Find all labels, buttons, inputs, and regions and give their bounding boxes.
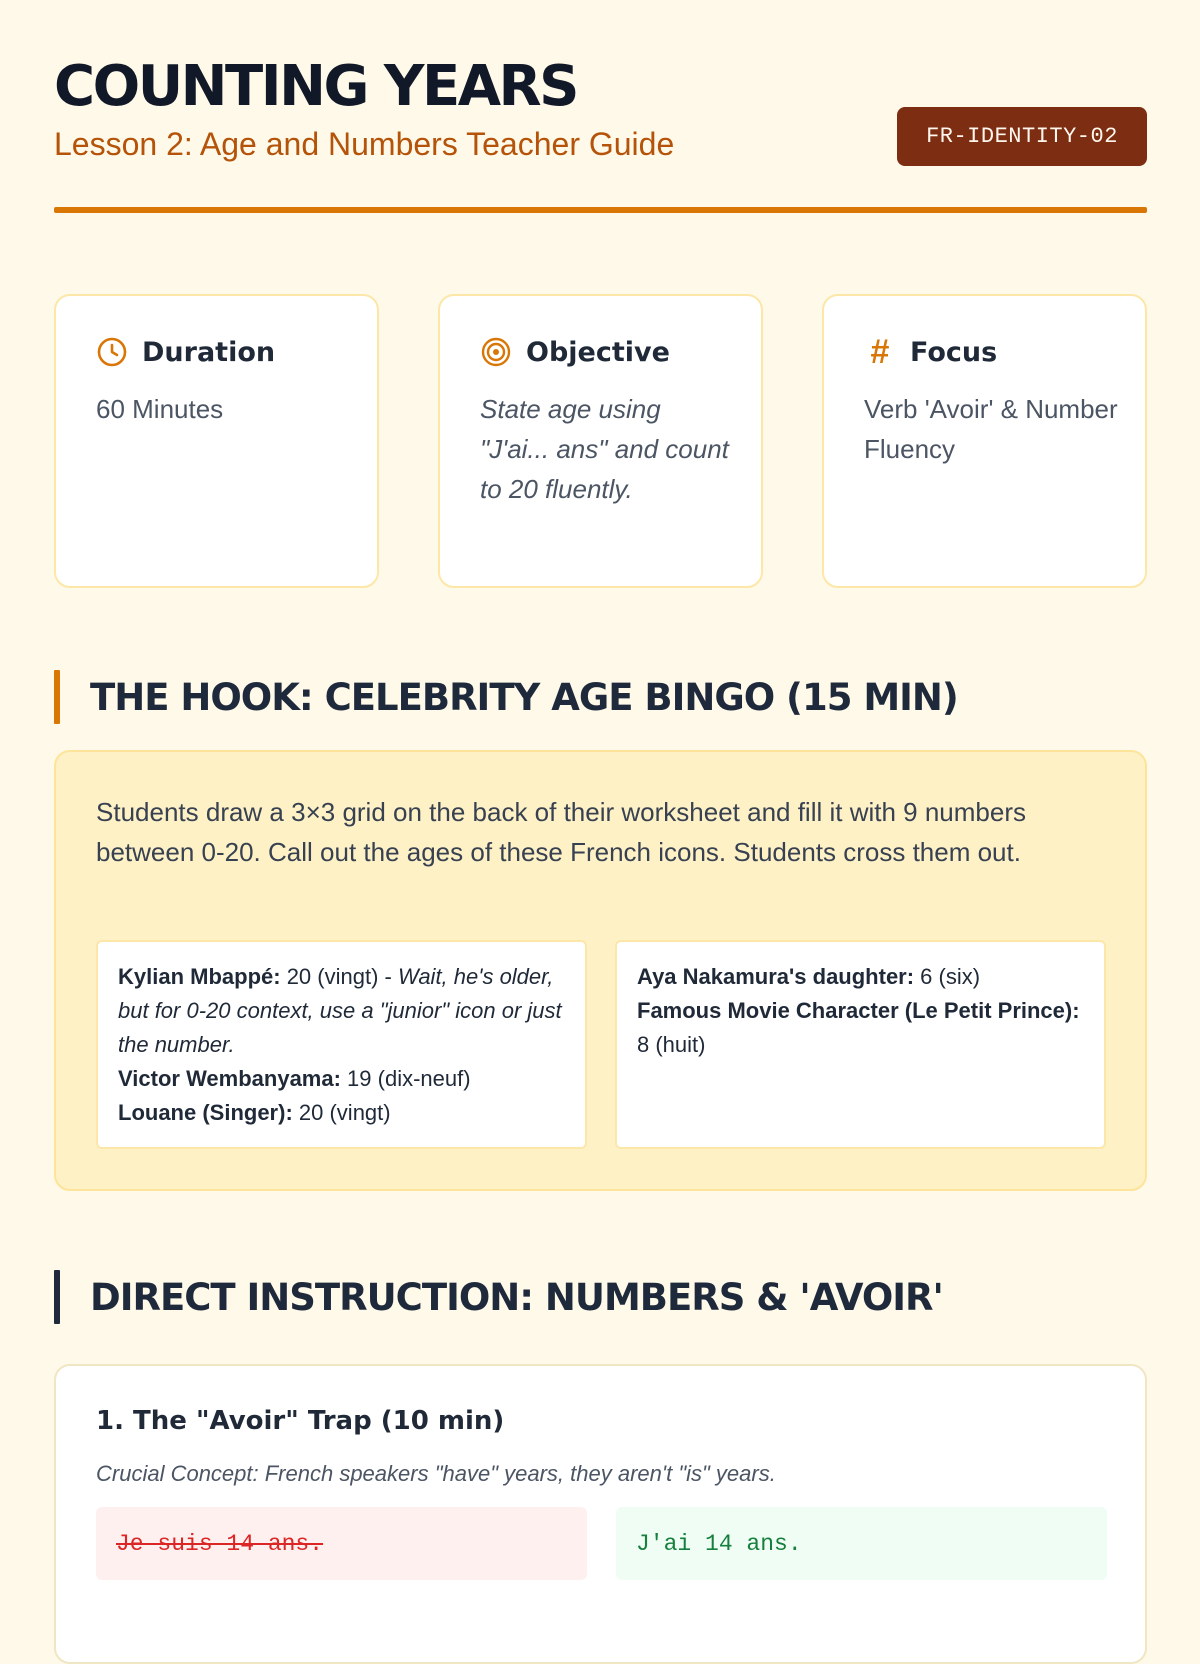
celebrity-age: 19 (dix-neuf) [340, 1066, 471, 1091]
clock-icon [96, 336, 128, 368]
step-note: Crucial Concept: French speakers "have" years, they aren't "is" years. [96, 1461, 776, 1486]
focus-card-title: Focus [910, 336, 998, 368]
celebrity-item [118, 960, 565, 1062]
celebrity-list-right [615, 940, 1106, 1149]
info-cards [54, 294, 1147, 590]
instruction-section-heading [54, 1270, 943, 1324]
target-icon [480, 336, 512, 368]
lesson-code-badge: FR-IDENTITY-02 [897, 107, 1147, 166]
celebrity-age: 6 (six) [914, 964, 981, 989]
duration-card [54, 294, 379, 588]
celebrity-item [637, 960, 1084, 994]
page-subtitle: Lesson 2: Age and Numbers Teacher Guide [54, 126, 675, 162]
duration-card-value: 60 Minutes [96, 394, 224, 424]
objective-card-header [480, 336, 670, 368]
header-divider [54, 207, 1147, 213]
hook-heading-bar [54, 670, 60, 724]
instruction-heading-bar [54, 1270, 60, 1324]
duration-card-title: Duration [142, 336, 276, 368]
celebrity-name: Famous Movie Character (Le Petit Prince): [637, 998, 1080, 1023]
celebrity-note: Wait, he's older, but for 0-20 context, use a "junior" icon or just the number. [118, 964, 562, 1057]
celebrity-item [637, 994, 1084, 1062]
focus-card [822, 294, 1147, 588]
hash-icon: # [870, 333, 890, 371]
hook-section-heading [54, 670, 958, 724]
step-title: 1. The "Avoir" Trap (10 min) [96, 1406, 505, 1436]
hook-intro-text: Students draw a 3×3 grid on the back of their worksheet and fill it with 9 numbers between 0-20. Call out the ages of these French icons. Students cross them out. [96, 797, 1027, 867]
celebrity-age: 20 (vingt) - [280, 964, 398, 989]
celebrity-name: Aya Nakamura's daughter: [637, 964, 915, 989]
celebrity-name: Louane (Singer): [118, 1100, 293, 1125]
correct-example: J'ai 14 ans. [616, 1507, 1107, 1580]
duration-card-header [96, 336, 275, 368]
celebrity-name: Kylian Mbappé: [118, 964, 281, 989]
celebrity-age: 20 (vingt) [292, 1100, 391, 1125]
celebrity-age: 8 (huit) [637, 1032, 706, 1057]
instruction-card [54, 1364, 1147, 1664]
hook-panel [54, 750, 1147, 1191]
celebrity-name: Victor Wembanyama: [118, 1066, 341, 1091]
wrong-example: Je suis 14 ans. [96, 1507, 587, 1580]
focus-card-value: Verb 'Avoir' & Number Fluency [864, 394, 1118, 464]
objective-card-title: Objective [526, 336, 670, 368]
celebrity-item [118, 1062, 565, 1096]
objective-card [438, 294, 763, 588]
focus-card-header [864, 333, 998, 371]
celebrity-item [118, 1096, 565, 1130]
page-title: COUNTING YEARS [54, 54, 578, 119]
objective-card-value: State age using "J'ai... ans" and count to 20 fluently. [480, 394, 729, 504]
celebrity-list-left [96, 940, 587, 1149]
instruction-heading-text: DIRECT INSTRUCTION: NUMBERS & 'AVOIR' [90, 1275, 943, 1319]
page-header [54, 0, 1147, 214]
hook-heading-text: THE HOOK: CELEBRITY AGE BINGO (15 MIN) [90, 675, 958, 719]
lesson-page [54, 0, 1147, 1557]
